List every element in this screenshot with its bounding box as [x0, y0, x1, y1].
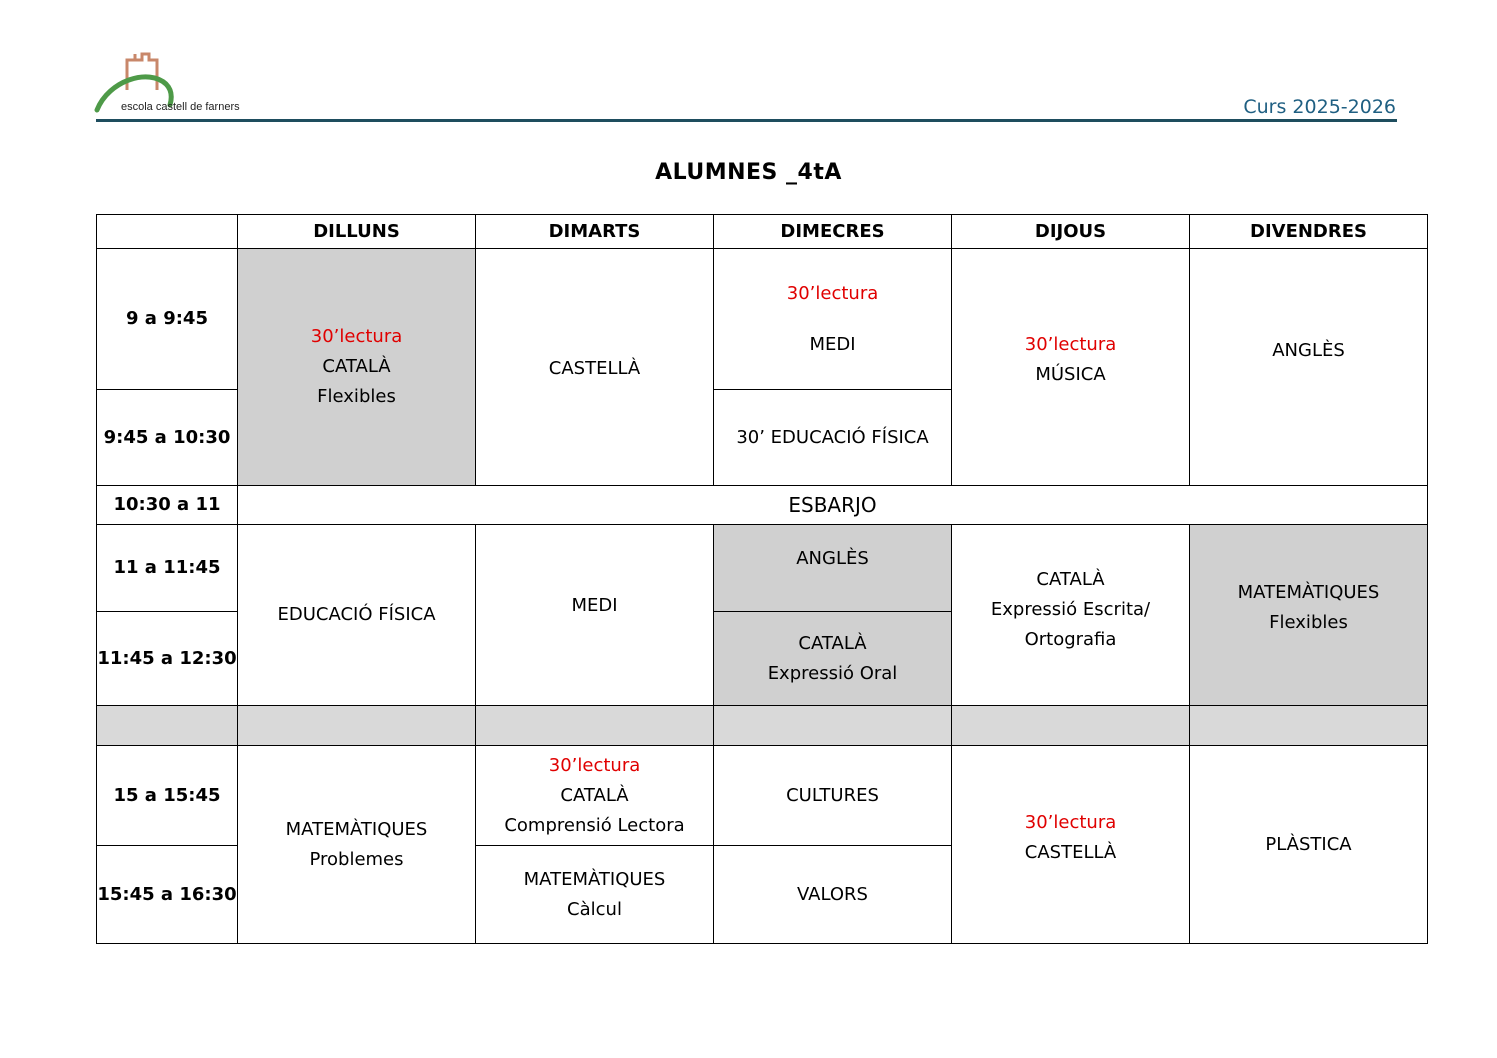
time-slot: 15 a 15:45: [97, 746, 238, 846]
day-header: DIMARTS: [476, 215, 714, 249]
lesson-cell: [238, 525, 476, 706]
lesson-cell: [1190, 746, 1428, 944]
lesson-cell: [952, 746, 1190, 944]
table-row: [97, 486, 1428, 525]
subject-label: CASTELLÀ: [1024, 841, 1117, 863]
break-cell: ESBARJO: [238, 486, 1428, 525]
lesson-cell: [952, 249, 1190, 486]
reading-note: 30’lectura: [786, 282, 879, 304]
subject-label: VALORS: [797, 883, 868, 905]
time-slot: 9 a 9:45: [97, 249, 238, 390]
logo-text: escola castell de farners: [121, 101, 240, 113]
subject-label: CASTELLÀ: [548, 358, 641, 379]
lesson-cell: [476, 746, 714, 846]
table-row: [97, 525, 1428, 612]
lesson-cell: [714, 612, 952, 706]
course-year: Curs 2025-2026: [1243, 96, 1396, 118]
subject-detail: Expressió Escrita/: [990, 599, 1151, 620]
subject-label: MATEMÀTIQUES: [1237, 582, 1380, 603]
empty-cell: [952, 706, 1190, 746]
reading-note: 30’lectura: [548, 754, 641, 776]
subject-label: CULTURES: [786, 784, 879, 806]
subject-label: MEDI: [809, 333, 856, 355]
reading-note: 30’lectura: [1024, 334, 1117, 355]
day-header: DILLUNS: [238, 215, 476, 249]
subject-detail: Expressió Oral: [767, 662, 898, 684]
day-header: DIMECRES: [714, 215, 952, 249]
subject-label: ANGLÈS: [796, 548, 869, 569]
subject-label: CATALÀ: [798, 632, 867, 654]
empty-cell: [476, 706, 714, 746]
subject-label: MÚSICA: [1035, 364, 1106, 385]
time-slot: 11 a 11:45: [97, 525, 238, 612]
subject-detail: Problemes: [309, 848, 404, 870]
empty-cell: [714, 706, 952, 746]
day-header: DIJOUS: [952, 215, 1190, 249]
lesson-cell: [1190, 249, 1428, 486]
subject-detail: Comprensió Lectora: [504, 814, 685, 836]
time-slot: 11:45 a 12:30: [97, 612, 238, 706]
lesson-cell: [476, 846, 714, 944]
lesson-cell: [476, 249, 714, 486]
lesson-cell: [714, 390, 952, 486]
reading-note: 30’lectura: [310, 326, 403, 347]
header-divider: [96, 119, 1397, 122]
subject-label: ANGLÈS: [1272, 340, 1345, 361]
lesson-cell: [714, 249, 952, 390]
lesson-cell: [1190, 525, 1428, 706]
subject-label: MATEMÀTIQUES: [523, 868, 666, 890]
lesson-cell: [476, 525, 714, 706]
lesson-cell: [714, 746, 952, 846]
empty-cell: [238, 706, 476, 746]
subject-detail: Flexibles: [317, 386, 396, 407]
subject-detail: Càlcul: [567, 898, 622, 920]
lesson-cell: [238, 249, 476, 486]
day-header: DIVENDRES: [1190, 215, 1428, 249]
lesson-cell: [714, 525, 952, 612]
subject-label: MATEMÀTIQUES: [285, 818, 428, 840]
subject-label: CATALÀ: [1036, 569, 1105, 590]
lesson-cell: [952, 525, 1190, 706]
corner-cell: [97, 215, 238, 249]
header-row: [97, 215, 1428, 249]
empty-cell: [1190, 706, 1428, 746]
lesson-cell: [238, 746, 476, 944]
schedule-table: [96, 214, 1428, 944]
empty-cell: [97, 706, 238, 746]
subject-detail: Ortografia: [1024, 629, 1117, 650]
subject-detail: Flexibles: [1269, 612, 1348, 633]
subject-label: MEDI: [571, 595, 618, 616]
subject-label: CATALÀ: [322, 356, 391, 377]
time-slot: 9:45 a 10:30: [97, 390, 238, 486]
lesson-cell: [714, 846, 952, 944]
time-slot: 15:45 a 16:30: [97, 846, 238, 944]
page-title: ALUMNES _4tA: [655, 160, 842, 185]
time-slot: 10:30 a 11: [97, 486, 238, 525]
subject-label: EDUCACIÓ FÍSICA: [277, 604, 436, 625]
lunch-row: [97, 706, 1428, 746]
table-row: [97, 746, 1428, 846]
table-row: [97, 249, 1428, 390]
subject-label: 30’ EDUCACIÓ FÍSICA: [736, 426, 929, 448]
subject-label: CATALÀ: [560, 784, 629, 806]
subject-label: PLÀSTICA: [1265, 833, 1352, 855]
reading-note: 30’lectura: [1024, 811, 1117, 833]
